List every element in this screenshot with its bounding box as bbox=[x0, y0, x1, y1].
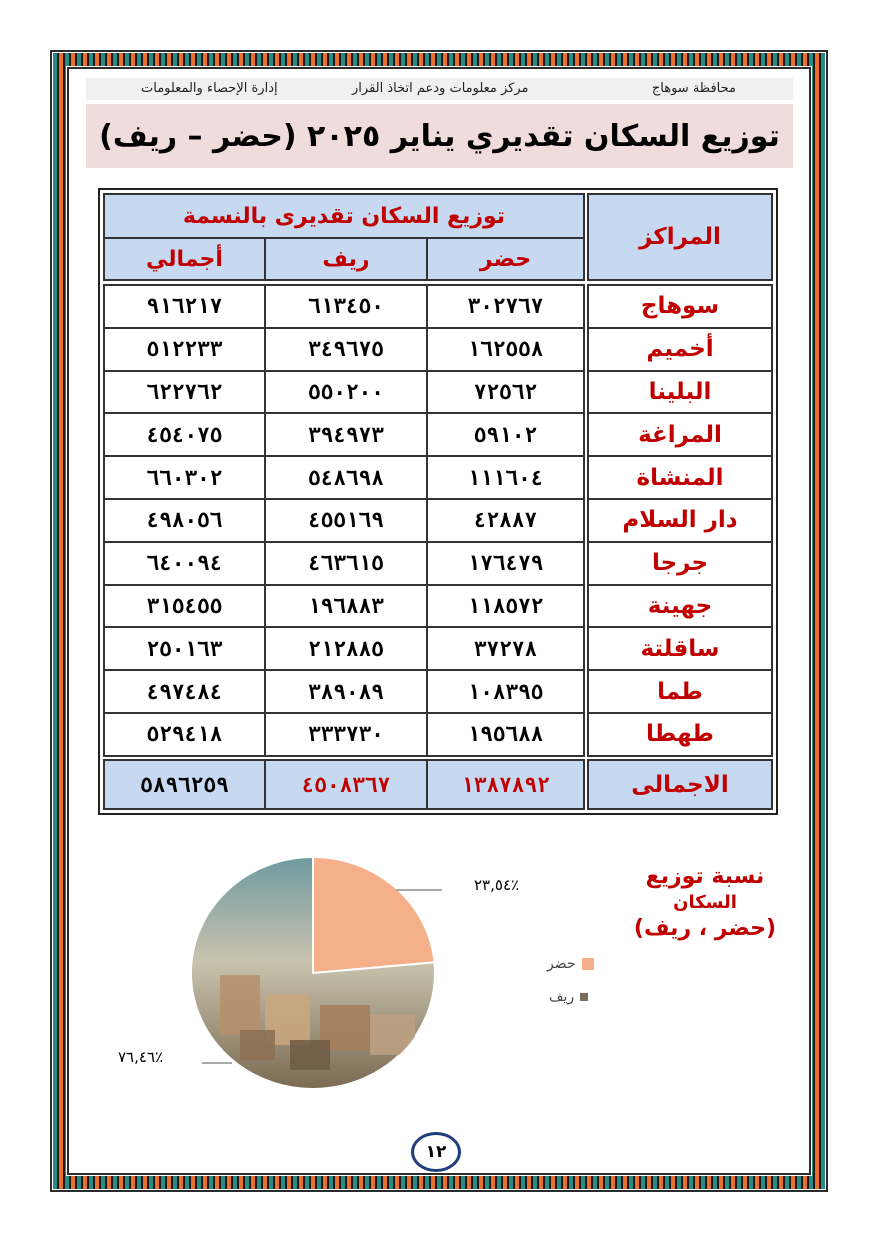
urban-value: ١٦٢٥٥٨ bbox=[467, 337, 544, 362]
rural-value: ٤٥٥١٦٩ bbox=[308, 508, 384, 533]
group-header-label: توزيع السكان تقديرى بالنسمة bbox=[182, 203, 506, 229]
total-value: ٤٩٧٤٨٤ bbox=[146, 679, 223, 704]
rural-value: ٤٦٣٦١٥ bbox=[308, 551, 384, 576]
col-header-total-label: أجمالي bbox=[146, 246, 223, 272]
urban-value: ٧٢٥٦٢ bbox=[473, 379, 538, 404]
urban-value: ١١٨٥٧٢ bbox=[467, 593, 544, 618]
urban-value: ٣٧٢٧٨ bbox=[473, 636, 538, 661]
rural-value: ٣٩٤٩٧٣ bbox=[308, 422, 384, 447]
total-value: ٦٢٢٧٦٢ bbox=[146, 379, 223, 404]
col-header-rural-label: ريف bbox=[322, 246, 370, 272]
urban-value: ٤٢٨٨٧ bbox=[473, 508, 538, 533]
urban-value: ١٠٨٣٩٥ bbox=[467, 679, 544, 704]
department-label: إدارة الإحصاء والمعلومات bbox=[141, 81, 278, 96]
chart-caption bbox=[610, 862, 800, 944]
urban-value: ١١١٦٠٤ bbox=[467, 465, 544, 490]
page-title: توزيع السكان تقديري يناير ٢٠٢٥ (حضر – ريف) bbox=[99, 118, 780, 154]
chart-caption-line1: نسبة توزيع bbox=[645, 864, 765, 889]
total-value: ٩١٦٢١٧ bbox=[146, 294, 223, 319]
total-value: ٤٩٨٠٥٦ bbox=[146, 508, 223, 533]
page-number bbox=[411, 1132, 461, 1172]
center-name: طهطا bbox=[646, 721, 714, 748]
center-name: طما bbox=[657, 678, 703, 705]
center-label: مركز معلومات ودعم اتخاذ القرار bbox=[352, 81, 529, 96]
rural-value: ١٩٦٨٨٣ bbox=[308, 593, 384, 618]
urban-value: ١٧٦٤٧٩ bbox=[467, 551, 544, 576]
total-value: ٥٢٩٤١٨ bbox=[146, 722, 223, 747]
rural-value: ٣٤٩٦٧٥ bbox=[308, 337, 384, 362]
col-header-centers-label: المراكز bbox=[639, 224, 721, 250]
center-name: البلينا bbox=[648, 378, 712, 405]
chart-caption-line3: (حضر ، ريف) bbox=[633, 916, 777, 941]
legend-rural-label: ريف bbox=[549, 989, 575, 1005]
totals-label: الاجمالى bbox=[631, 771, 729, 798]
center-name: سوهاج bbox=[640, 293, 720, 320]
page-number-label: ١٢ bbox=[425, 1142, 447, 1162]
center-name: جهينة bbox=[647, 592, 713, 619]
col-header-urban-label: حضر bbox=[479, 246, 532, 272]
legend-rural bbox=[549, 989, 588, 1005]
urban-value: ١٩٥٦٨٨ bbox=[467, 722, 544, 747]
center-name: المنشاة bbox=[636, 464, 724, 491]
urban-value: ٥٩١٠٢ bbox=[473, 422, 538, 447]
rural-value: ٣٨٩٠٨٩ bbox=[308, 679, 384, 704]
governorate-label: محافظة سوهاج bbox=[651, 81, 736, 96]
total-value: ٤٥٤٠٧٥ bbox=[146, 422, 223, 447]
total-value: ٥١٢٢٣٣ bbox=[146, 337, 223, 362]
center-name: المراغة bbox=[638, 421, 722, 448]
legend-urban bbox=[547, 956, 594, 972]
total-value: ٢٥٠١٦٣ bbox=[146, 636, 223, 661]
total-value: ٦٤٠٠٩٤ bbox=[146, 551, 223, 576]
rural-value: ٢١٢٨٨٥ bbox=[308, 636, 384, 661]
rural-value: ٥٤٨٦٩٨ bbox=[308, 465, 384, 490]
center-name: دار السلام bbox=[622, 507, 738, 534]
rural-value: ٦١٣٤٥٠ bbox=[308, 294, 384, 319]
center-name: ساقلتة bbox=[640, 635, 720, 662]
urban-value: ٣٠٢٧٦٧ bbox=[467, 294, 544, 319]
totals-total-value: ٥٨٩٦٢٥٩ bbox=[140, 772, 229, 797]
total-value: ٦٦٠٣٠٢ bbox=[146, 465, 223, 490]
chart-caption-line2: السكان bbox=[673, 892, 737, 913]
rural-value: ٥٥٠٢٠٠ bbox=[308, 379, 384, 404]
legend-rural-swatch bbox=[580, 993, 588, 1001]
rural-value: ٣٣٣٧٣٠ bbox=[308, 722, 384, 747]
urban-percent-label: ٪٢٣,٥٤ bbox=[474, 876, 520, 894]
rural-percent-label: ٪٧٦,٤٦ bbox=[118, 1048, 164, 1066]
totals-urban-value: ١٣٨٧٨٩٢ bbox=[461, 772, 550, 797]
legend-urban-label: حضر bbox=[547, 956, 576, 972]
center-name: أخميم bbox=[646, 336, 714, 363]
center-name: جرجا bbox=[651, 550, 709, 577]
totals-rural-value: ٤٥٠٨٣٦٧ bbox=[301, 772, 391, 797]
total-value: ٣١٥٤٥٥ bbox=[146, 593, 223, 618]
legend-urban-swatch bbox=[582, 958, 594, 970]
